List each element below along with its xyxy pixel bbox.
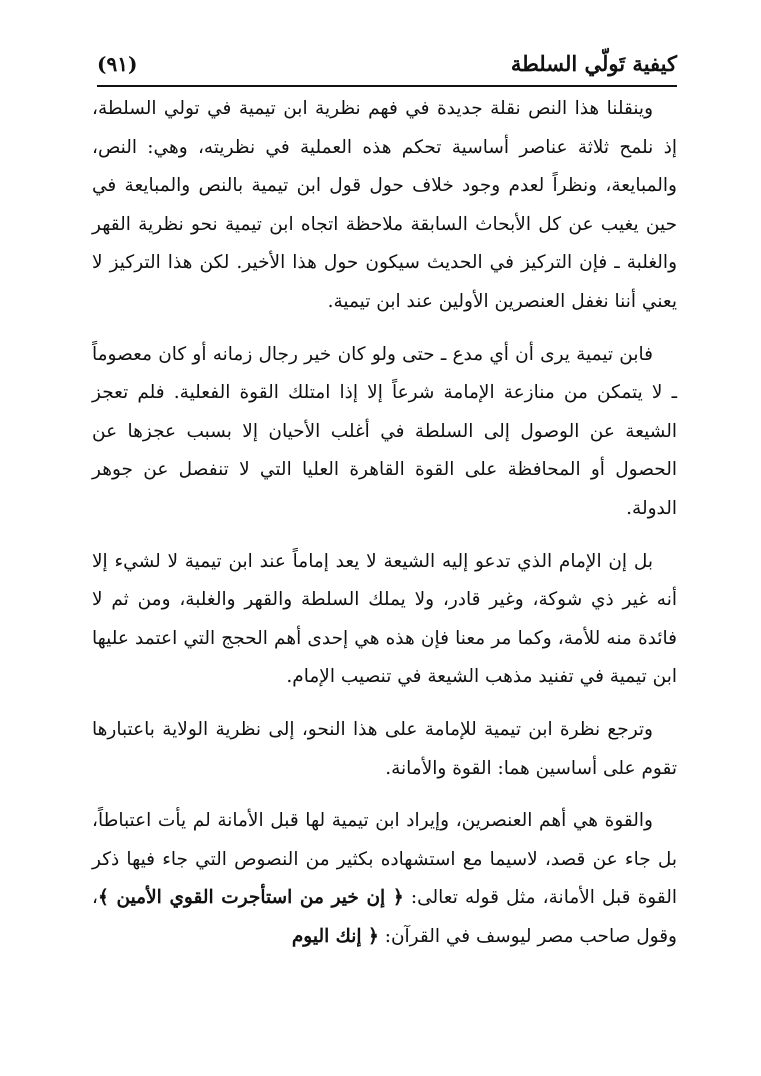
quran-quote-1: ﴿ إن خير من استأجرت القوي الأمين ﴾ — [97, 887, 404, 909]
page-number: (٩١) — [97, 52, 138, 76]
paragraph-5 — [92, 802, 677, 956]
paragraph-5-part-1: والقوة هي أهم العنصرين، وإيراد ابن تيمية لها قبل الأمانة لم يأت اعتباطاً، بل جاء عن قصد، لاسيما مع استشهاده بكثير من النصوص التي جاء فيها ذكر القوة قبل الأمانة، مثل قوله تعالى: — [92, 810, 677, 909]
quran-quote-2: ﴿ إنك اليوم — [291, 925, 379, 947]
paragraph-1: وينقلنا هذا النص نقلة جديدة في فهم نظرية ابن تيمية في تولي السلطة، إذ نلمح ثلاثة عناصر أساسية تحكم هذه العملية في نظريته، وهي: النص، والمبايعة، ونظراً لعدم وجود خلاف حول قول ابن تيمية بالنص والمبايعة في حين يغيب عن كل الأبحاث السابقة ملاحظة اتجاه ابن تيمية نحو نظرية القهر والغلبة ـ فإن التركيز في الحديث سيكون حول هذا الأخير. لكن هذا التركيز لا يعني أننا نغفل العنصرين الأولين عند ابن تيمية. — [92, 98, 677, 312]
paragraph-4: وترجع نظرة ابن تيمية للإمامة على هذا النحو، إلى نظرية الولاية باعتبارها تقوم على أساسين هما: القوة والأمانة. — [92, 718, 677, 779]
paragraph-3: بل إن الإمام الذي تدعو إليه الشيعة لا يعد إماماً عند ابن تيمية لا لشيء إلا أنه غير ذي شوكة، وغير قادر، ولا يملك السلطة والقهر والغلبة، ومن ثم لا فائدة منه للأمة، وكما مر معنا فإن هذه هي إحدى أهم الحجج التي اعتمد عليها ابن تيمية في تفنيد مذهب الشيعة في تنصيب الإمام. — [92, 550, 677, 688]
paragraph-2: فابن تيمية يرى أن أي مدع ـ حتى ولو كان خير رجال زمانه أو كان معصوماً ـ لا يتمكن من منازعة الإمامة شرعاً إلا إذا امتلك القوة الفعلية. فلم تعجز الشيعة عن الوصول إلى السلطة في أغلب الأحيان إلا بسبب عجزها عن الحصول أو المحافظة على القوة القاهرة العليا التي لا تنفصل عن جوهر الدولة. — [92, 343, 677, 519]
running-header — [97, 44, 677, 84]
header-title: كيفية تَولّي السلطة — [510, 51, 677, 76]
body-text — [92, 90, 677, 970]
paragraph-5-part-2: ، وقول صاحب مصر ليوسف في القرآن: — [92, 887, 677, 947]
header-rule — [97, 85, 677, 87]
